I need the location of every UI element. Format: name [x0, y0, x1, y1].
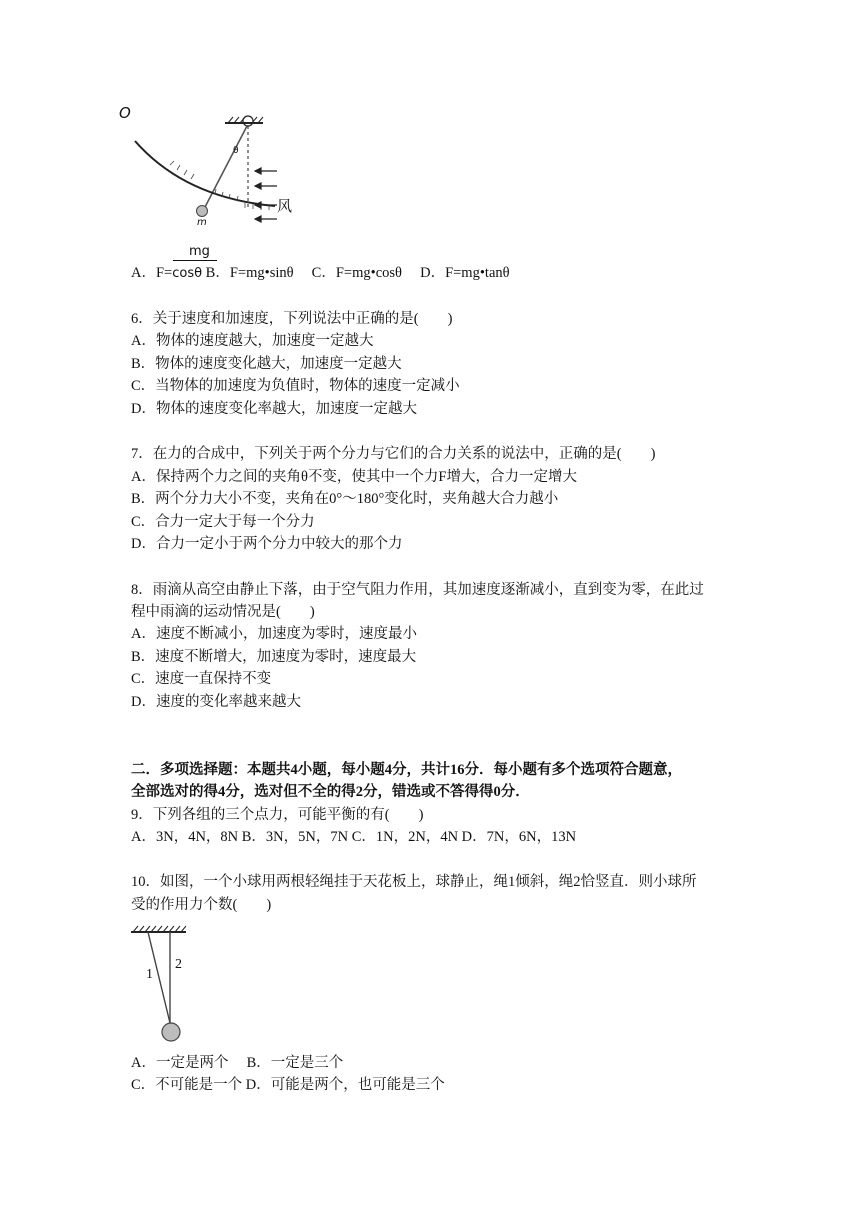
q10-options-line1: A．一定是两个 B．一定是三个	[131, 1055, 344, 1071]
q9-options: A．3N，4N，8N B．3N，5N，7N C．1N，2N，4N D．7N，6N，13N	[131, 829, 577, 845]
q6-stem: 6．关于速度和加速度，下列说法中正确的是( )	[131, 311, 453, 327]
q6-option-d: D．物体的速度变化率越大，加速度一定越大	[131, 401, 417, 417]
fraction-numerator: mg	[189, 244, 210, 259]
theta-label: θ	[233, 146, 239, 156]
two-rope-ball-figure	[128, 922, 198, 1044]
fraction-denominator: cosθ	[172, 266, 203, 281]
q5-option-a-prefix: A．F=	[131, 265, 173, 281]
q7-option-a: A．保持两个力之间的夹角θ不变，使其中一个力F增大，合力一定增大	[131, 469, 577, 485]
q5-options	[131, 263, 510, 284]
mass-label: m	[197, 217, 207, 228]
q10-stem-line2: 受的作用力个数( )	[131, 897, 272, 913]
q7-option-c: C．合力一定大于每一个分力	[131, 514, 315, 530]
wind-label: 风	[277, 197, 293, 215]
q8-option-d: D．速度的变化率越来越大	[131, 694, 301, 710]
pivot-label: O	[119, 104, 131, 122]
section2-heading-line1: 二．多项选择题：本题共4小题，每小题4分，共计16分．每小题有多个选项符合题意，	[131, 762, 682, 778]
q8-stem-line1: 8．雨滴从高空由静止下落，由于空气阻力作用，其加速度逐渐减小，直到变为零，在此过	[131, 582, 704, 598]
q10-options-line2: C．不可能是一个 D．可能是两个，也可能是三个	[131, 1077, 445, 1093]
q8-option-b: B．速度不断增大，加速度为零时，速度最大	[131, 649, 417, 665]
q9-stem: 9．下列各组的三个点力，可能平衡的有( )	[131, 807, 424, 823]
q8-option-a: A．速度不断减小，加速度为零时，速度最小	[131, 626, 417, 642]
q7-option-b: B．两个分力大小不变，夹角在0°～180°变化时，夹角越大合力越小	[131, 491, 559, 507]
q8-option-c: C．速度一直保持不变	[131, 671, 272, 687]
q6-option-a: A．物体的速度越大，加速度一定越大	[131, 333, 374, 349]
q5-options-rest: B．F=mg•sinθ C．F=mg•cosθ D．F=mg•tanθ	[205, 265, 510, 281]
q6-option-c: C．当物体的加速度为负值时，物体的速度一定减小	[131, 378, 460, 394]
rope-1-label: 1	[146, 967, 153, 982]
fraction-bar	[173, 260, 217, 261]
q8-stem-line2: 程中雨滴的运动情况是( )	[131, 604, 315, 620]
q6-option-b: B．物体的速度变化越大，加速度一定越大	[131, 356, 402, 372]
rope-2-label: 2	[175, 957, 182, 972]
q7-stem: 7．在力的合成中，下列关于两个分力与它们的合力关系的说法中，正确的是( )	[131, 446, 656, 462]
section2-heading-line2: 全部选对的得4分，选对但不全的得2分，错选或不答得得0分．	[131, 784, 530, 800]
q7-option-d: D．合力一定小于两个分力中较大的那个力	[131, 536, 403, 552]
q10-stem-line1: 10．如图，一个小球用两根轻绳挂于天花板上，球静止，绳1倾斜，绳2恰竖直．则小球所	[131, 874, 697, 890]
